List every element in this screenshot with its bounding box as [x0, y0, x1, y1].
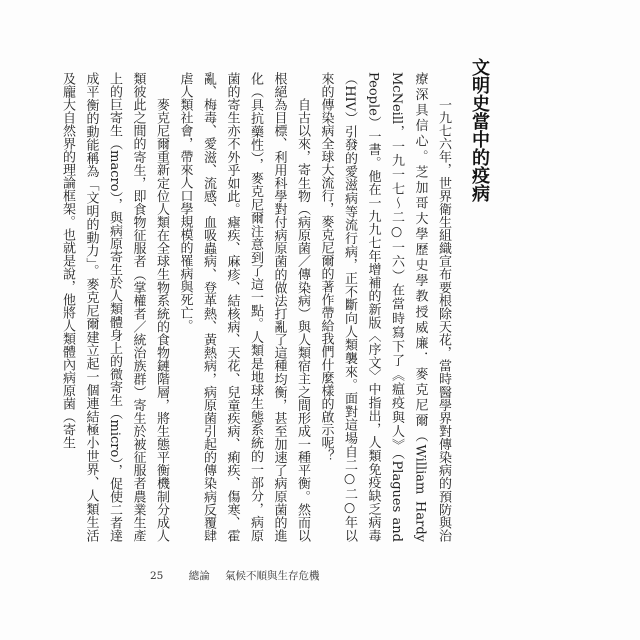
body-text	[56, 72, 456, 542]
section-heading: 文明史當中的疫病	[469, 58, 490, 202]
paragraph-2: 自古以來，寄生物（病原菌／傳染病）與人類宿主之間形成一種平衡。然而以根絕為目標、利用科學對付病原菌的做法打亂了這種均衡，甚至加速了病原菌的進化（具抗藥性），麥克尼爾注意到了這一點。人類是地球生態系統的一部分，病原菌的寄生亦不外乎如此。瘧疾、麻疹、結核病、天花、兒童疾病、痢疾、傷寒、霍亂、梅毒、愛滋、流感、血吸蟲病、登革熱、黃熱病，病原菌引起的傳染病反覆肆虐人類社會，帶來人口學規模的罹病與死亡。	[177, 72, 310, 542]
footer-chapter: 氣候不順與生存危機	[225, 570, 320, 582]
paragraph-3: 麥克尼爾重新定位人類在全球生物系統的食物鏈階層，將生態平衡機制分成人類彼此之間的寄生，即食物征服者（掌權者／統治族群）寄生於被征服者農業生產上的巨寄生（macro），與病原寄生於人類體身上的微寄生（micro），促使二者達成平衡的動能稱為「文明的動力」。麥克尼爾建立起一個連結極小世界、人類生活及龐大自然界的理論框架。也就是說，他將人類體內病原菌（寄生	[60, 72, 169, 542]
page-number: 25	[150, 570, 164, 582]
footer-section: 總論	[188, 570, 210, 582]
page-footer	[150, 568, 320, 583]
paragraph-1: 一九七六年，世界衛生組織宣布要根除天花，當時醫學界對傳染病的預防與治療深具信心。芝加哥大學歷史學教授威廉．麥克尼爾（William Hardy McNeill，一九一七～二○一六）在當時寫下了《瘟疫與人》（Plagues and People）一書。他在一九九七年增補的新版〈序文〉中指出，人類免疫缺乏病毒（HIV）引發的愛滋病等流行病，正不斷向人類襲來。面對這場自二○二○年以來的傳染病全球大流行，麥克尼爾的著作帶給我們什麼樣的啟示呢？	[318, 72, 451, 542]
